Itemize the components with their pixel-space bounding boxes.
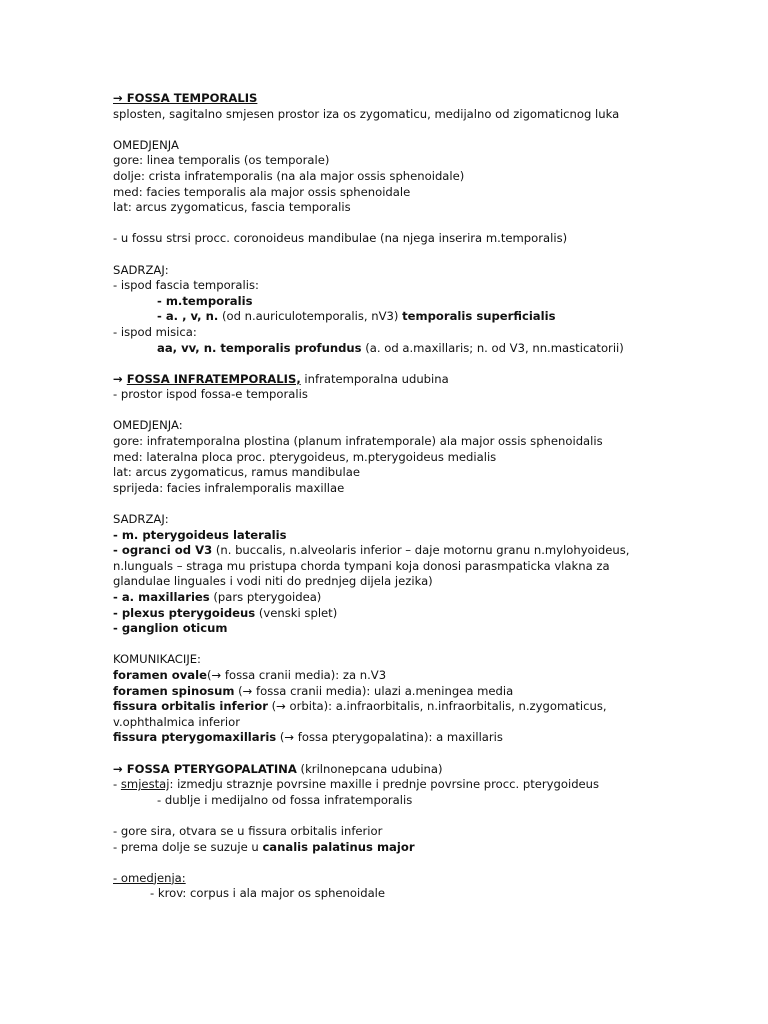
- komunikacije-text: (→ fossa pterygopalatina): a maxillaris: [276, 730, 503, 745]
- sadrzaj-text: (n. buccalis, n.alveolaris inferior – daje motornu granu n.mylohyoideus,: [212, 543, 630, 558]
- omedjenja-line: gore: linea temporalis (os temporale): [113, 153, 330, 168]
- sadrzaj-line: - m. pterygoideus lateralis: [113, 527, 287, 542]
- smjestaj-line: [113, 777, 753, 793]
- sadrzaj-line: - ispod misica:: [113, 324, 197, 339]
- komunikacije-text: (→ orbita): a.infraorbitalis, n.infraorbitalis, n.zygomaticus,: [267, 699, 607, 714]
- description-fossa-infratemporalis: - prostor ispod fossa-e temporalis: [113, 387, 308, 402]
- note-bold-text: canalis palatinus major: [262, 839, 415, 854]
- smjestaj-text: : izmedju straznje povrsine maxille i prednje povrsine procc. pterygoideus: [169, 777, 600, 792]
- komunikacije-line: [113, 730, 753, 746]
- komunikacije-line: v.ophthalmica inferior: [113, 714, 240, 729]
- komunikacije-bold-text: fissura orbitalis inferior: [113, 699, 268, 714]
- omedjenja-line: sprijeda: facies infralemporalis maxillae: [113, 480, 345, 495]
- note-line: [113, 840, 753, 856]
- note-line: - gore sira, otvara se u fissura orbitalis inferior: [113, 823, 383, 838]
- sadrzaj-title: SADRZAJ:: [113, 262, 169, 277]
- komunikacije-line: [113, 668, 753, 684]
- omedjenja-title: OMEDJENJA:: [113, 418, 183, 433]
- sadrzaj-bold-text: temporalis superficialis: [402, 309, 556, 324]
- heading-suffix: (krilnonepcana udubina): [296, 761, 443, 776]
- sadrzaj-bold-text: - plexus pterygoideus: [113, 605, 256, 620]
- sadrzaj-title: SADRZAJ:: [113, 512, 169, 527]
- description-fossa-temporalis: splosten, sagitalno smjesen prostor iza os zygomaticu, medijalno od zigomaticnog luka: [113, 106, 620, 121]
- sadrzaj-line: - ganglion oticum: [113, 621, 228, 636]
- sadrzaj-line: [113, 309, 753, 325]
- omedjenja-line: med: facies temporalis ala major ossis sphenoidale: [113, 184, 411, 199]
- note-text: - prema dolje se suzuje u: [113, 839, 263, 854]
- sadrzaj-text: (od n.auriculotemporalis, nV3): [218, 309, 403, 324]
- sadrzaj-text: (a. od a.maxillaris; n. od V3, nn.masticatorii): [361, 340, 624, 355]
- omedjenja-line: dolje: crista infratemporalis (na ala major ossis sphenoidale): [113, 168, 465, 183]
- note-line: - u fossu strsi procc. coronoideus mandibulae (na njega inserira m.temporalis): [113, 231, 568, 246]
- sadrzaj-line: [113, 590, 753, 606]
- komunikacije-bold-text: fissura pterygomaxillaris: [113, 730, 277, 745]
- smjestaj-line: - dublje i medijalno od fossa infratemporalis: [157, 792, 413, 807]
- komunikacije-text: (→ fossa cranii media): ulazi a.meningea media: [234, 683, 514, 698]
- sadrzaj-line: [113, 606, 753, 622]
- heading-text: FOSSA INFRATEMPORALIS,: [126, 371, 301, 386]
- omedjenja-line: gore: infratemporalna plostina (planum infratemporale) ala major ossis sphenoidalis: [113, 434, 603, 449]
- heading-text: → FOSSA PTERYGOPALATINA: [113, 761, 297, 776]
- heading-arrow: →: [113, 371, 127, 386]
- sadrzaj-text: (pars pterygoidea): [209, 590, 322, 604]
- sadrzaj-line: glandulae linguales i vodi niti do prednjeg dijela jezika): [113, 574, 433, 589]
- komunikacije-text: (→ fossa cranii media): za n.V3: [206, 667, 387, 682]
- komunikacije-title: KOMUNIKACIJE:: [113, 652, 201, 667]
- omedjenja-line: - krov: corpus i ala major os sphenoidale: [150, 886, 386, 901]
- heading-fossa-pterygopalatina: [113, 762, 753, 778]
- sadrzaj-line: n.lunguals – straga mu pristupa chorda tympani koja donosi parasmpaticka vlakna za: [113, 558, 610, 573]
- smjestaj-prefix: -: [113, 777, 121, 792]
- omedjenja-line: lat: arcus zygomaticus, ramus mandibulae: [113, 465, 360, 480]
- sadrzaj-line: [113, 543, 753, 559]
- komunikacije-line: [113, 684, 753, 700]
- komunikacije-line: [113, 699, 753, 715]
- document-content: [113, 91, 753, 902]
- sadrzaj-text: (venski splet): [255, 605, 338, 620]
- omedjenja-label: - omedjenja:: [113, 870, 186, 885]
- omedjenja-line: lat: arcus zygomaticus, fascia temporalis: [113, 200, 351, 215]
- sadrzaj-bold-text: aa, vv, n. temporalis profundus: [157, 340, 362, 355]
- sadrzaj-line: [113, 341, 753, 357]
- sadrzaj-line: - m.temporalis: [157, 293, 253, 308]
- sadrzaj-bold-text: - ogranci od V3: [113, 543, 213, 558]
- heading-fossa-temporalis: → FOSSA TEMPORALIS: [113, 91, 258, 105]
- omedjenja-title: OMEDJENJA: [113, 137, 179, 152]
- omedjenja-line: med: lateralna ploca proc. pterygoideus, m.pterygoideus medialis: [113, 449, 497, 464]
- heading-suffix: infratemporalna udubina: [300, 371, 449, 386]
- sadrzaj-line: - ispod fascia temporalis:: [113, 278, 259, 293]
- sadrzaj-bold-text: - a. maxillaries: [113, 590, 210, 604]
- heading-fossa-infratemporalis: [113, 372, 753, 388]
- komunikacije-bold-text: foramen spinosum: [113, 683, 235, 698]
- sadrzaj-bold-text: - a. , v, n.: [157, 309, 219, 324]
- komunikacije-bold-text: foramen ovale: [113, 667, 207, 682]
- smjestaj-label: smjestaj: [120, 777, 170, 792]
